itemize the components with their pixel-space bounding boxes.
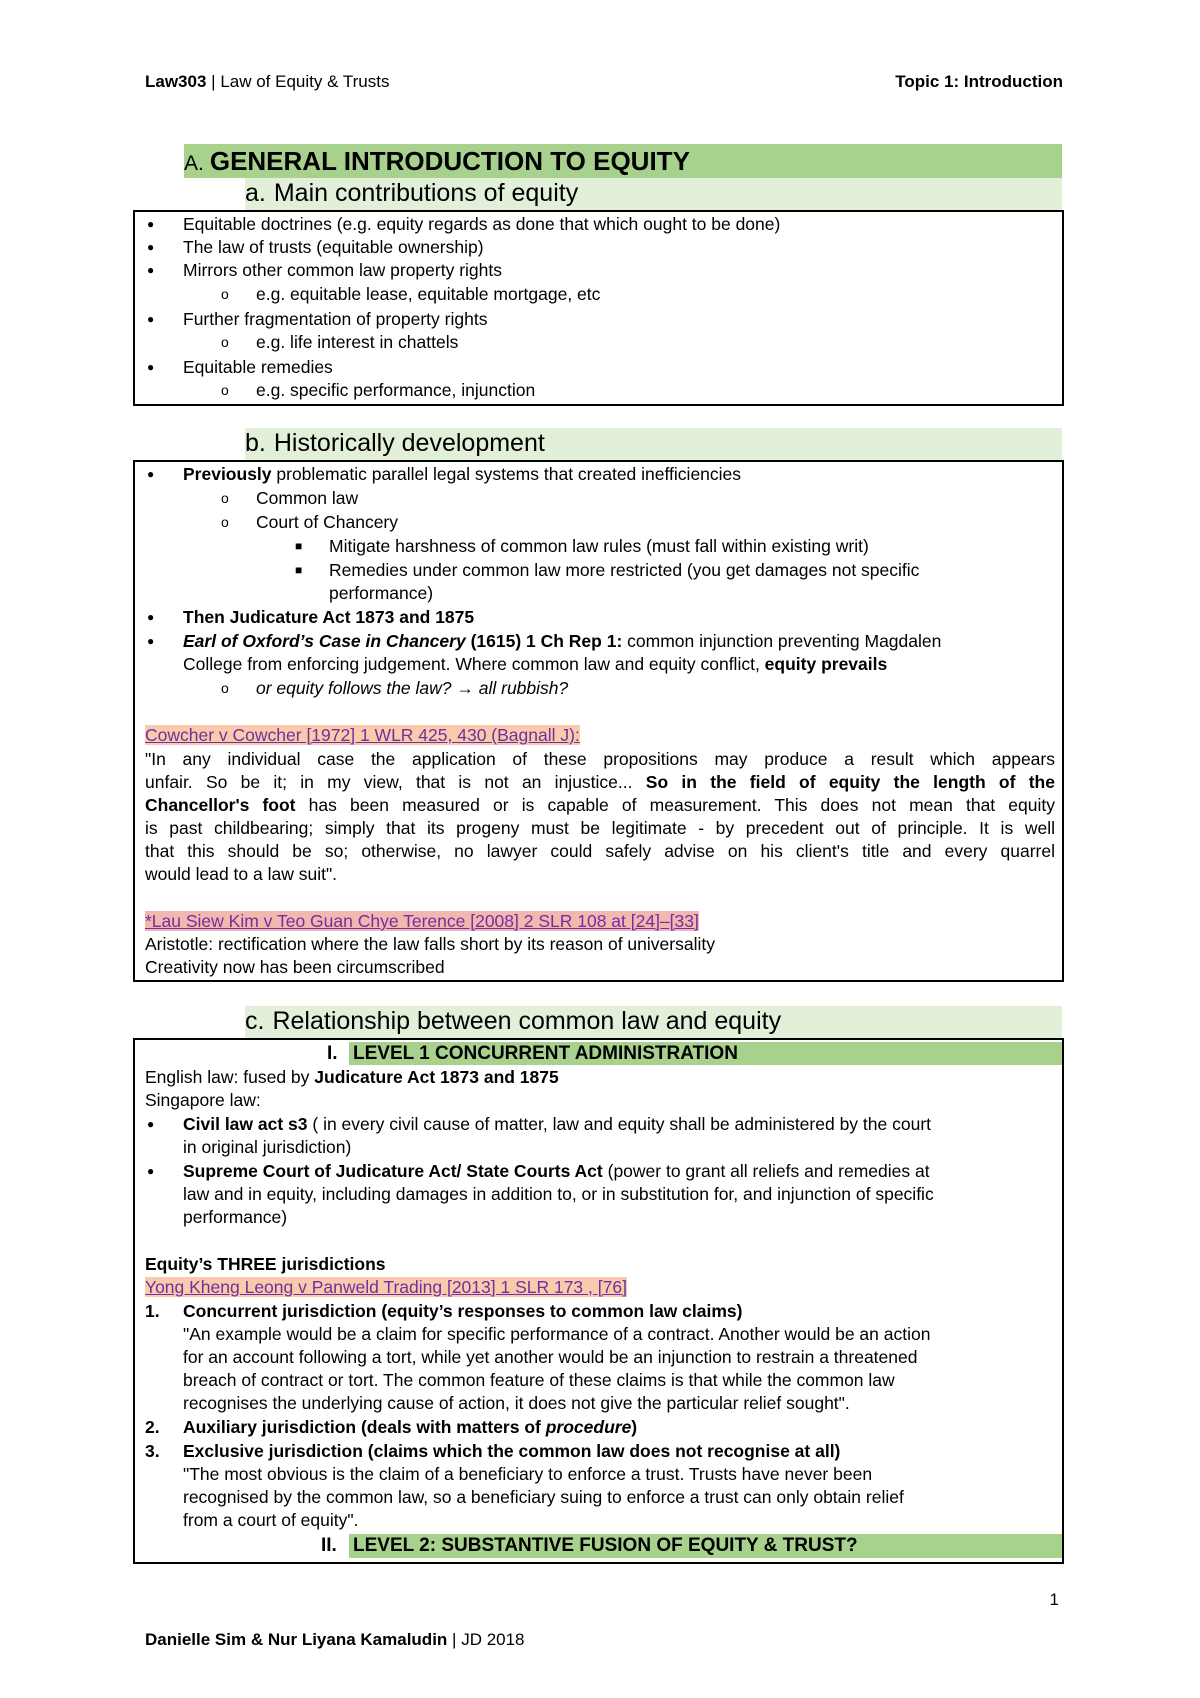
list-item bbox=[183, 630, 941, 653]
quote-line: recognised by the common law, so a beneficiary suing to enforce a trust can only obtain relief bbox=[183, 1487, 904, 1507]
quote-line bbox=[145, 771, 1055, 794]
subsection-a-heading bbox=[245, 178, 1062, 210]
footer-separator: | bbox=[447, 1630, 462, 1649]
yong-citation[interactable] bbox=[145, 1276, 627, 1299]
subsection-c-title: Relationship between common law and equity bbox=[272, 1007, 782, 1035]
list-item-cont bbox=[183, 653, 887, 676]
list-item: Then Judicature Act 1873 and 1875 bbox=[183, 607, 475, 627]
list-subitem: or equity follows the law? → all rubbish? bbox=[256, 678, 569, 698]
footer-cohort: JD 2018 bbox=[461, 1630, 525, 1649]
subsection-a-title: Main contributions of equity bbox=[273, 179, 579, 207]
course-code: Law303 bbox=[145, 72, 207, 91]
quote-bold: Chancellor's foot bbox=[145, 795, 296, 815]
square-bullet-icon: ■ bbox=[295, 539, 303, 553]
english-law-bold: Judicature Act 1873 and 1875 bbox=[314, 1067, 559, 1087]
supreme-court-text: (power to grant all reliefs and remedies at bbox=[602, 1161, 930, 1181]
page-footer bbox=[145, 1630, 525, 1650]
level-1-heading bbox=[327, 1042, 1062, 1065]
list-item: Equitable doctrines (e.g. equity regards as done that which ought to be done) bbox=[183, 214, 781, 234]
bullet-icon: ● bbox=[147, 1117, 155, 1131]
subsection-b-heading bbox=[245, 428, 1062, 460]
list-item bbox=[183, 1160, 930, 1183]
list-item-cont: in original jurisdiction) bbox=[183, 1137, 352, 1157]
page-header-left bbox=[145, 72, 389, 92]
hollow-bullet-icon: o bbox=[221, 680, 229, 696]
level-2-heading bbox=[321, 1534, 1062, 1558]
earl-text: common injunction preventing Magdalen bbox=[622, 631, 942, 651]
quote-text: unfair. So be it; in my view, that is not an injustice... bbox=[145, 772, 646, 792]
auxiliary-close: ) bbox=[631, 1417, 638, 1437]
quote-text: has been measured or is capable of measurement. This does not mean that equity bbox=[295, 795, 1055, 815]
list-subitem: Court of Chancery bbox=[256, 512, 399, 532]
level-1-title: LEVEL 1 CONCURRENT ADMINISTRATION bbox=[353, 1043, 738, 1064]
hollow-bullet-icon: o bbox=[221, 382, 229, 398]
list-item bbox=[183, 463, 741, 486]
cowcher-link[interactable]: Cowcher v Cowcher [1972] 1 WLR 425, 430 (Bagnall J): bbox=[145, 725, 580, 745]
header-separator: | bbox=[206, 72, 221, 91]
bullet-icon: ● bbox=[147, 1164, 155, 1178]
list-number: 1. bbox=[145, 1301, 160, 1321]
list-subitem: Common law bbox=[256, 488, 359, 508]
supreme-court-bold: Supreme Court of Judicature Act/ State Courts Act bbox=[183, 1161, 603, 1181]
english-law-line bbox=[145, 1066, 559, 1089]
quote-line: recognises the underlying cause of action, it does not give the particular relief sought". bbox=[183, 1393, 850, 1413]
contributions-box bbox=[133, 210, 1064, 406]
auxiliary-heading bbox=[183, 1416, 637, 1439]
hollow-bullet-icon: o bbox=[221, 334, 229, 350]
list-subitem: e.g. life interest in chattels bbox=[256, 332, 459, 352]
list-item: Mirrors other common law property rights bbox=[183, 260, 502, 280]
aristotle-note: Aristotle: rectification where the law falls short by its reason of universality bbox=[145, 934, 715, 954]
hollow-bullet-icon: o bbox=[221, 286, 229, 302]
hollow-bullet-icon: o bbox=[221, 490, 229, 506]
hollow-bullet-icon: o bbox=[221, 514, 229, 530]
footer-authors: Danielle Sim & Nur Liyana Kamaludin bbox=[145, 1630, 448, 1649]
earl-case-name: Earl of Oxford’s Case in Chancery bbox=[183, 631, 466, 651]
page-header-topic: Topic 1: Introduction bbox=[895, 72, 1063, 91]
civil-law-text: ( in every civil cause of matter, law and equity shall be administered by the court bbox=[307, 1114, 932, 1134]
section-a-title: GENERAL INTRODUCTION TO EQUITY bbox=[209, 146, 690, 176]
creativity-note: Creativity now has been circumscribed bbox=[145, 957, 445, 977]
quote-line bbox=[145, 794, 1055, 817]
quote-line: "The most obvious is the claim of a beneficiary to enforce a trust. Trusts have never been bbox=[183, 1464, 873, 1484]
list-subsubitem-cont: performance) bbox=[329, 583, 434, 603]
previously-bold: Previously bbox=[183, 464, 272, 484]
course-name: Law of Equity & Trusts bbox=[220, 72, 390, 91]
list-item: Further fragmentation of property rights bbox=[183, 309, 488, 329]
list-subitem: e.g. equitable lease, equitable mortgage, etc bbox=[256, 284, 601, 304]
page-number: 1 bbox=[1049, 1590, 1059, 1609]
list-item bbox=[183, 1113, 931, 1136]
quote-line: is past childbearing; simply that its progeny must be legitimate - by precedent out of principle. It is well bbox=[145, 818, 1055, 838]
section-a-prefix: A. bbox=[184, 152, 204, 175]
quote-line: for an account following a tort, while yet another would be an injunction to restrain a threatened bbox=[183, 1347, 918, 1367]
square-bullet-icon: ■ bbox=[295, 563, 303, 577]
bullet-icon: ● bbox=[147, 240, 155, 254]
singapore-law-label: Singapore law: bbox=[145, 1090, 261, 1110]
relationship-box bbox=[133, 1038, 1064, 1564]
cowcher-citation[interactable] bbox=[145, 724, 580, 747]
exclusive-heading: Exclusive jurisdiction (claims which the common law does not recognise at all) bbox=[183, 1441, 841, 1461]
yong-link[interactable]: Yong Kheng Leong v Panweld Trading [2013] 1 SLR 173 , [76] bbox=[145, 1277, 627, 1297]
concurrent-heading: Concurrent jurisdiction (equity’s responses to common law claims) bbox=[183, 1301, 743, 1321]
list-item: The law of trusts (equitable ownership) bbox=[183, 237, 484, 257]
subsection-b-prefix: b. bbox=[245, 429, 266, 457]
bullet-icon: ● bbox=[147, 217, 155, 231]
list-subitem: e.g. specific performance, injunction bbox=[256, 380, 536, 400]
previously-text: problematic parallel legal systems that created inefficiencies bbox=[271, 464, 742, 484]
bullet-icon: ● bbox=[147, 467, 155, 481]
subsection-b-title: Historically development bbox=[273, 429, 545, 457]
level-1-prefix: I. bbox=[327, 1043, 338, 1064]
level-2-title: LEVEL 2: SUBSTANTIVE FUSION OF EQUITY & TRUST? bbox=[353, 1535, 858, 1556]
level-2-prefix: II. bbox=[321, 1535, 337, 1556]
list-subsubitem: Remedies under common law more restricted (you get damages not specific bbox=[329, 560, 920, 580]
section-a-heading bbox=[184, 144, 1062, 178]
three-jurisdictions-heading: Equity’s THREE jurisdictions bbox=[145, 1254, 386, 1274]
bullet-icon: ● bbox=[147, 610, 155, 624]
list-item: Equitable remedies bbox=[183, 357, 333, 377]
bullet-icon: ● bbox=[147, 360, 155, 374]
bullet-icon: ● bbox=[147, 634, 155, 648]
english-law-text: English law: fused by bbox=[145, 1067, 315, 1087]
quote-bold: So in the field of equity the length of the bbox=[645, 772, 1055, 792]
quote-line: from a court of equity". bbox=[183, 1510, 359, 1530]
list-subsubitem: Mitigate harshness of common law rules (must fall within existing writ) bbox=[329, 536, 869, 556]
list-item-cont: law and in equity, including damages in addition to, or in substitution for, and injunction of specific bbox=[183, 1184, 934, 1204]
earl-text-2: College from enforcing judgement. Where common law and equity conflict, bbox=[183, 654, 765, 674]
bullet-icon: ● bbox=[147, 312, 155, 326]
subsection-c-heading bbox=[245, 1006, 1062, 1038]
quote-line: would lead to a law suit". bbox=[145, 864, 338, 884]
quote-line: "In any individual case the application of these propositions may produce a result which appears bbox=[145, 749, 1055, 769]
subsection-c-prefix: c. bbox=[245, 1007, 265, 1035]
list-number: 3. bbox=[145, 1441, 160, 1461]
auxiliary-text: Auxiliary jurisdiction (deals with matters of bbox=[183, 1417, 546, 1437]
quote-line: that this should be so; otherwise, no lawyer could safely advise on his client's title and every quarrel bbox=[145, 841, 1055, 861]
civil-law-bold: Civil law act s3 bbox=[183, 1114, 308, 1134]
bullet-icon: ● bbox=[147, 263, 155, 277]
earl-citation: (1615) 1 Ch Rep 1: bbox=[465, 631, 623, 651]
quote-line: breach of contract or tort. The common feature of these claims is that while the common law bbox=[183, 1370, 895, 1390]
subsection-a-prefix: a. bbox=[245, 179, 266, 207]
lau-link[interactable]: *Lau Siew Kim v Teo Guan Chye Terence [2008] 2 SLR 108 at [24]–[33] bbox=[145, 911, 699, 931]
lau-citation[interactable] bbox=[145, 910, 699, 933]
list-number: 2. bbox=[145, 1417, 160, 1437]
history-box bbox=[133, 460, 1064, 982]
auxiliary-italic: procedure bbox=[545, 1417, 632, 1437]
equity-prevails: equity prevails bbox=[764, 654, 888, 674]
list-item-cont: performance) bbox=[183, 1207, 288, 1227]
quote-line: "An example would be a claim for specific performance of a contract. Another would be an action bbox=[183, 1324, 931, 1344]
